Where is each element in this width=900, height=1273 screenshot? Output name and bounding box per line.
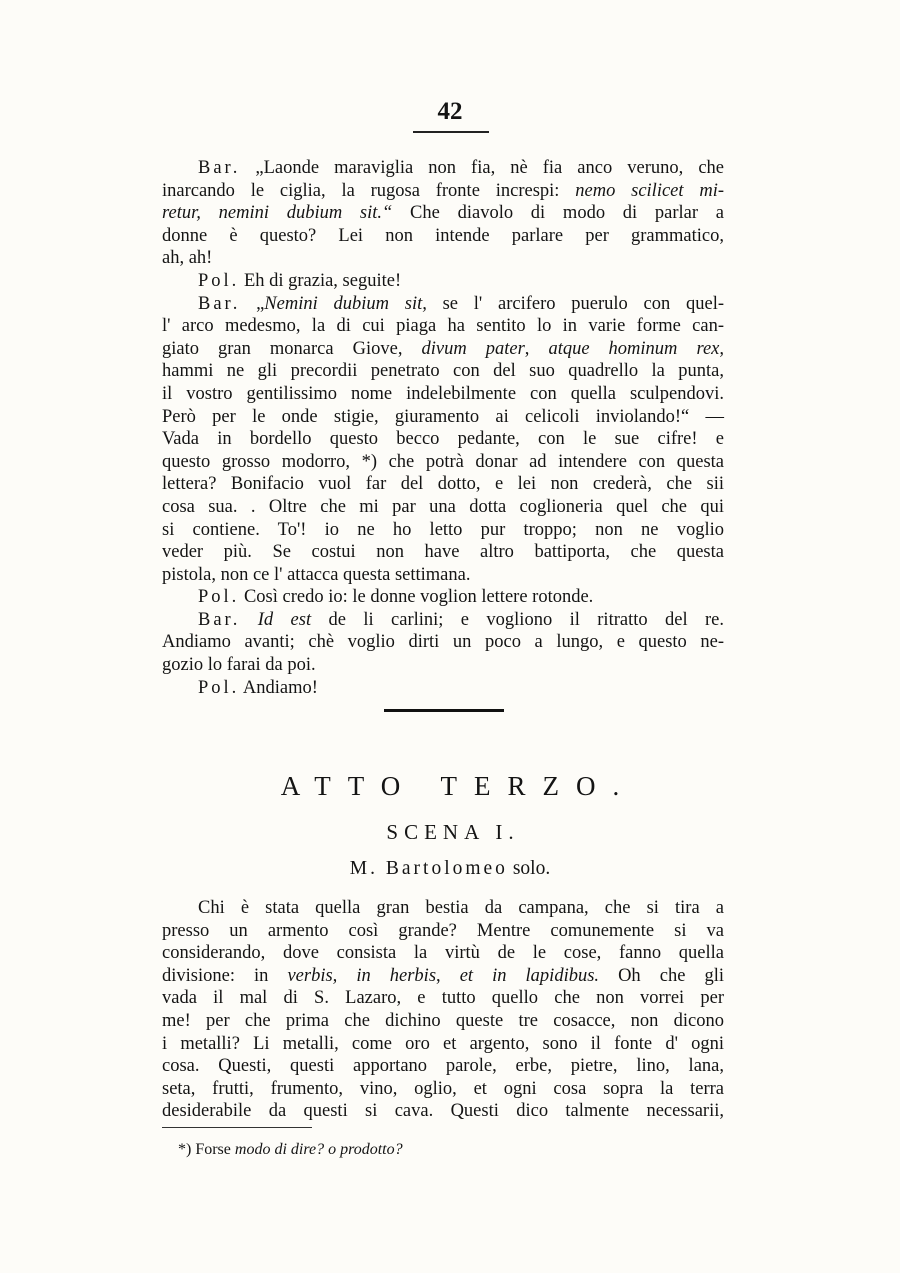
- text-run: Però per le onde stigie, giuramento ai celicoli inviolando!“ —: [162, 406, 724, 427]
- text-run: hammi ne gli precordii penetrato con del suo quadrello la punta,: [162, 361, 724, 382]
- text-line: [162, 564, 724, 587]
- text-run: ah, ah!: [162, 248, 213, 269]
- text-line: [162, 270, 724, 293]
- speaker-label: Bar.: [198, 609, 241, 630]
- text-line: [162, 496, 724, 519]
- latin-phrase: retur, nemini dubium sit.“: [162, 203, 393, 224]
- footnote-rule: [162, 1127, 312, 1128]
- text-run: ,: [524, 338, 549, 359]
- text-run: Andiamo!: [239, 677, 318, 698]
- text-run: Chi è stata quella gran bestia da campana, che si tira a: [198, 898, 724, 918]
- scene-character-line: [0, 858, 900, 880]
- latin-phrase: divum pater: [421, 338, 525, 359]
- text-run: seta, frutti, frumento, vino, oglio, et ogni cosa sopra la terra: [162, 1078, 724, 1099]
- text-run: Eh di grazia, seguite!: [239, 270, 402, 291]
- character-note: solo.: [507, 858, 551, 879]
- text-line: [162, 677, 724, 700]
- text-run: lettera? Bonifacio vuol far del dotto, e lei non crederà, che sii: [162, 474, 724, 495]
- text-run: il vostro gentilissimo nome indelebilmente con quella sculpendovi.: [162, 383, 724, 404]
- text-line: [162, 225, 724, 248]
- character-name: M. Bartolomeo: [349, 858, 508, 879]
- text-line: [162, 920, 724, 943]
- text-line: [162, 315, 724, 338]
- text-run: me! per che prima che dichino queste tre cosacce, non dicono: [162, 1010, 724, 1031]
- text-run: cosa sua. . Oltre che mi par una dotta coglioneria quel che qui: [162, 496, 724, 517]
- latin-phrase: et in lapidibus.: [459, 965, 600, 986]
- text-run: si contiene. To'! io ne ho letto pur troppo; non ne voglio: [162, 519, 724, 540]
- text-line: [162, 1100, 724, 1123]
- text-line: [162, 1078, 724, 1101]
- text-run: questo grosso modorro, *) che potrà donar ad intendere con questa: [162, 451, 724, 472]
- text-run: de li carlini; e vogliono il ritratto del re.: [311, 609, 724, 630]
- section-separator: [384, 709, 504, 712]
- text-run: Che diavolo di modo di parlar a: [392, 203, 724, 224]
- speaker-label: Bar.: [198, 293, 241, 314]
- text-line: [162, 157, 724, 180]
- scene-title: SCENA I.: [386, 820, 520, 844]
- text-run: [240, 610, 257, 630]
- latin-phrase: Id est: [257, 609, 312, 630]
- monologue-block: [162, 897, 724, 1123]
- footnote: [178, 1141, 403, 1159]
- footnote-run: modo di dire? o prodotto?: [234, 1141, 403, 1158]
- text-run: divisione: in: [162, 965, 288, 986]
- latin-phrase: atque hominum rex,: [548, 338, 725, 359]
- latin-phrase: nemo scilicet mi-: [575, 180, 724, 201]
- act-title: ATTO TERZO.: [280, 771, 637, 801]
- page-number: 42: [437, 98, 463, 125]
- speaker-label: Bar.: [198, 158, 241, 178]
- text-line: [162, 406, 724, 429]
- text-run: cosa. Questi, questi apportano parole, erbe, pietre, lino, lana,: [162, 1056, 724, 1077]
- text-line: [162, 519, 724, 542]
- text-line: [162, 473, 724, 496]
- text-run: „Laonde maraviglia non fia, nè fia anco veruno, che: [240, 158, 724, 178]
- text-run: desiderabile da questi si cava. Questi dico talmente necessarii,: [162, 1101, 724, 1122]
- dialogue-block: [162, 157, 724, 699]
- text-line: [162, 965, 724, 988]
- text-line: [162, 586, 724, 609]
- text-run: Oh che gli: [599, 965, 724, 986]
- text-line: [162, 180, 724, 203]
- text-line: [162, 987, 724, 1010]
- text-line: [162, 541, 724, 564]
- text-run: inarcando le ciglia, la rugosa fronte increspi:: [162, 180, 576, 201]
- text-run: donne è questo? Lei non intende parlare per grammatico,: [162, 225, 724, 246]
- text-run: vada il mal di S. Lazaro, e tutto quello che non vorrei per: [162, 988, 724, 1009]
- text-line: [162, 202, 724, 225]
- footnote-run: *) Forse: [178, 1141, 235, 1158]
- speaker-label: Pol.: [198, 270, 240, 291]
- text-line: [162, 654, 724, 677]
- text-line: [162, 428, 724, 451]
- text-line: [162, 293, 724, 316]
- speaker-label: Pol.: [198, 587, 240, 608]
- text-line: [162, 1055, 724, 1078]
- text-line: [162, 247, 724, 270]
- text-run: se l' arcifero puerulo con quel-: [426, 293, 725, 314]
- text-run: Così credo io: le donne voglion lettere rotonde.: [239, 587, 594, 608]
- page-number-rule: [413, 131, 489, 133]
- text-run: giato gran monarca Giove,: [162, 338, 422, 359]
- text-line: [162, 1010, 724, 1033]
- text-line: [162, 383, 724, 406]
- text-line: [162, 631, 724, 654]
- text-run: i metalli? Li metalli, come oro et argento, sono il fonte d' ogni: [162, 1033, 724, 1054]
- text-run: veder più. Se costui non have altro battiporta, che questa: [162, 542, 724, 563]
- latin-phrase: verbis, in herbis: [287, 965, 437, 986]
- text-run: presso un armento così grande? Mentre comunemente si va: [162, 920, 724, 941]
- text-line: [162, 942, 724, 965]
- speaker-label: Pol.: [198, 677, 240, 698]
- text-line: [162, 1033, 724, 1056]
- latin-phrase: Nemini dubium sit,: [264, 293, 427, 314]
- text-line: [162, 451, 724, 474]
- text-run: Vada in bordello questo becco pedante, con le sue cifre! e: [162, 429, 724, 450]
- text-line: [162, 338, 724, 361]
- text-run: pistola, non ce l' attacca questa settimana.: [162, 564, 471, 585]
- text-line: [162, 897, 724, 920]
- text-run: ,: [436, 965, 460, 986]
- text-run: l' arco medesmo, la di cui piaga ha sentito lo in varie forme can-: [162, 316, 724, 337]
- text-line: [162, 609, 724, 632]
- text-run: „: [240, 293, 265, 314]
- text-run: gozio lo farai da poi.: [162, 655, 316, 676]
- text-line: [162, 360, 724, 383]
- text-run: considerando, dove consista la virtù de le cose, fanno quella: [162, 943, 724, 964]
- text-run: Andiamo avanti; chè voglio dirti un poco a lungo, e questo ne-: [162, 632, 724, 653]
